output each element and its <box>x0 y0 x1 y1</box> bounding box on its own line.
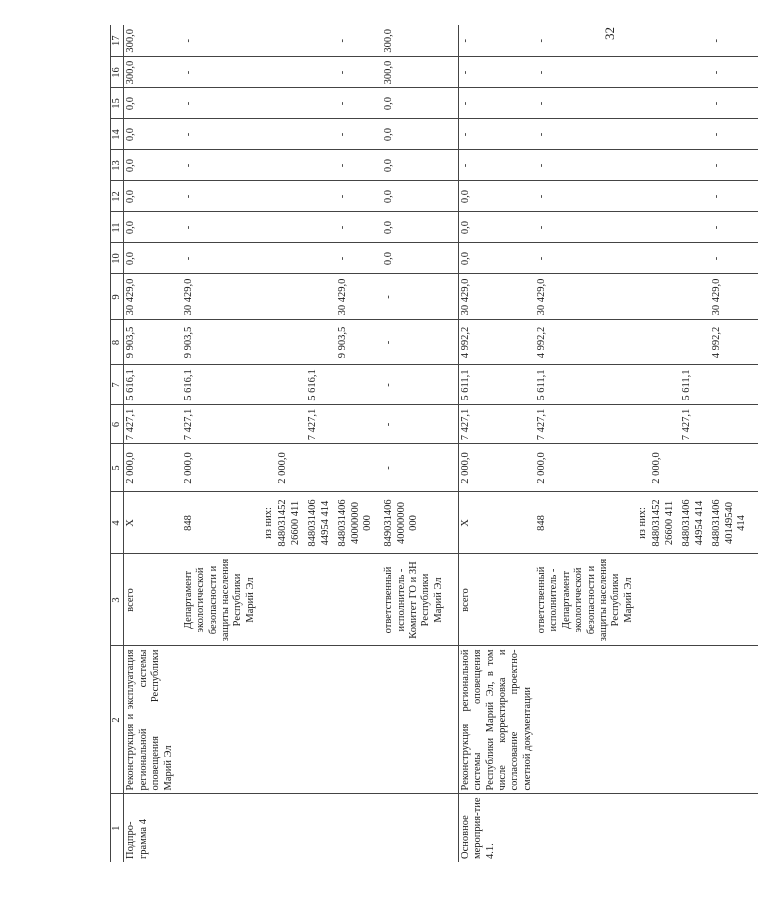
cell-col-4: 848031406 40149540 414 <box>710 492 758 554</box>
cell-col-9: 30 429,0 <box>535 274 636 320</box>
col-header: 15 <box>111 88 124 119</box>
cell-col-15: - <box>336 88 382 119</box>
cell-col-4: 848031406 40000000 000 <box>336 492 382 554</box>
cell-col-17 <box>262 25 276 57</box>
cell-col-1 <box>710 794 758 862</box>
cell-col-15: 0,0 <box>382 88 458 119</box>
cell-col-8: 4 992,2 <box>710 320 758 365</box>
row-measure-department <box>535 25 636 862</box>
row-measure-code-b <box>680 25 710 862</box>
row-subprogram-total <box>124 25 182 862</box>
cell-col-12: - <box>336 181 382 212</box>
cell-col-4: из них: <box>262 492 276 554</box>
cell-col-16 <box>306 57 336 88</box>
cell-col-17: - <box>336 25 382 57</box>
col-header: 10 <box>111 243 124 274</box>
col-header: 1 <box>111 794 124 862</box>
cell-col-17 <box>680 25 710 57</box>
cell-col-2 <box>276 646 306 794</box>
cell-col-11: 0,0 <box>458 212 535 243</box>
cell-col-13: - <box>458 150 535 181</box>
cell-col-11 <box>262 212 276 243</box>
cell-col-17: - <box>710 25 758 57</box>
cell-col-11: - <box>336 212 382 243</box>
cell-col-1 <box>650 794 680 862</box>
cell-col-6 <box>636 405 650 444</box>
cell-col-5 <box>636 444 650 492</box>
cell-col-1 <box>382 794 458 862</box>
cell-col-6: 7 427,1 <box>458 405 535 444</box>
cell-col-10: - <box>182 243 262 274</box>
cell-col-9 <box>636 274 650 320</box>
cell-col-12 <box>636 181 650 212</box>
cell-col-2 <box>636 646 650 794</box>
col-header: 2 <box>111 646 124 794</box>
cell-col-17 <box>276 25 306 57</box>
row-subprogram-department <box>182 25 262 862</box>
cell-col-13 <box>306 150 336 181</box>
cell-col-10: - <box>535 243 636 274</box>
cell-col-7: 5 611,1 <box>680 365 710 405</box>
cell-col-14: - <box>182 119 262 150</box>
cell-col-1 <box>182 794 262 862</box>
cell-col-1 <box>306 794 336 862</box>
row-subprogram-of-which <box>262 25 276 862</box>
cell-col-13 <box>262 150 276 181</box>
row-measure-code-c <box>710 25 758 862</box>
cell-col-16: 300,0 <box>382 57 458 88</box>
cell-col-3 <box>710 554 758 646</box>
cell-col-14: - <box>336 119 382 150</box>
cell-col-17 <box>636 25 650 57</box>
cell-col-9 <box>680 274 710 320</box>
cell-col-9 <box>276 274 306 320</box>
cell-col-3 <box>336 554 382 646</box>
cell-col-9 <box>306 274 336 320</box>
cell-col-14: 0,0 <box>382 119 458 150</box>
cell-col-15 <box>650 88 680 119</box>
cell-col-3 <box>636 554 650 646</box>
cell-col-11: - <box>535 212 636 243</box>
cell-col-17: 300,0 <box>124 25 182 57</box>
cell-col-11 <box>636 212 650 243</box>
cell-col-9: 30 429,0 <box>182 274 262 320</box>
cell-col-10: 0,0 <box>124 243 182 274</box>
cell-col-5: 2 000,0 <box>458 444 535 492</box>
cell-col-14 <box>306 119 336 150</box>
cell-col-15 <box>306 88 336 119</box>
cell-col-3 <box>650 554 680 646</box>
row-subprogram-code-b <box>306 25 336 862</box>
cell-col-4: Х <box>458 492 535 554</box>
cell-col-6: - <box>382 405 458 444</box>
cell-col-13 <box>680 150 710 181</box>
cell-col-3 <box>680 554 710 646</box>
cell-col-7: - <box>382 365 458 405</box>
cell-col-3 <box>306 554 336 646</box>
cell-col-6: 7 427,1 <box>680 405 710 444</box>
cell-col-1 <box>680 794 710 862</box>
cell-col-11 <box>276 212 306 243</box>
cell-col-5: 2 000,0 <box>124 444 182 492</box>
cell-col-2 <box>336 646 382 794</box>
cell-col-9: 30 429,0 <box>124 274 182 320</box>
row-subprogram-code-a <box>276 25 306 862</box>
cell-col-13: - <box>336 150 382 181</box>
cell-col-1 <box>262 794 276 862</box>
col-header: 5 <box>111 444 124 492</box>
cell-col-8: 9 903,5 <box>336 320 382 365</box>
cell-col-2 <box>650 646 680 794</box>
cell-col-2 <box>262 646 276 794</box>
cell-col-8 <box>680 320 710 365</box>
table-body <box>124 25 758 862</box>
cell-col-11 <box>680 212 710 243</box>
cell-col-15: - <box>458 88 535 119</box>
cell-col-14: - <box>710 119 758 150</box>
cell-col-16: - <box>336 57 382 88</box>
cell-col-12: - <box>710 181 758 212</box>
cell-col-1 <box>535 794 636 862</box>
cell-col-12 <box>680 181 710 212</box>
cell-col-5: 2 000,0 <box>535 444 636 492</box>
cell-col-12 <box>650 181 680 212</box>
cell-col-16: - <box>535 57 636 88</box>
cell-col-7: 5 616,1 <box>306 365 336 405</box>
cell-col-4: 848031406 44954 414 <box>306 492 336 554</box>
cell-col-8: - <box>382 320 458 365</box>
cell-col-10 <box>680 243 710 274</box>
row-measure-of-which <box>636 25 650 862</box>
cell-col-7: 5 611,1 <box>458 365 535 405</box>
cell-col-2 <box>680 646 710 794</box>
row-subprogram-code-c <box>336 25 382 862</box>
cell-col-10 <box>650 243 680 274</box>
cell-col-16 <box>262 57 276 88</box>
cell-col-10 <box>262 243 276 274</box>
cell-col-4: 848031452 26600 411 <box>650 492 680 554</box>
cell-col-8 <box>650 320 680 365</box>
cell-col-14 <box>262 119 276 150</box>
cell-col-3: ответственный исполнитель - Комитет ГО и ЗН Республики Марий Эл <box>382 554 458 646</box>
cell-col-10 <box>636 243 650 274</box>
cell-col-5: 2 000,0 <box>650 444 680 492</box>
cell-col-14 <box>650 119 680 150</box>
cell-col-17: 300,0 <box>382 25 458 57</box>
cell-col-12 <box>276 181 306 212</box>
cell-col-14: 0,0 <box>124 119 182 150</box>
cell-col-4: 848031406 44954 414 <box>680 492 710 554</box>
budget-table <box>110 25 758 862</box>
cell-col-9 <box>650 274 680 320</box>
cell-col-16: - <box>182 57 262 88</box>
cell-col-8 <box>636 320 650 365</box>
row-measure-total <box>458 25 535 862</box>
cell-col-15: - <box>535 88 636 119</box>
cell-col-10: - <box>710 243 758 274</box>
cell-col-12: 0,0 <box>458 181 535 212</box>
col-header: 6 <box>111 405 124 444</box>
cell-col-3: Департамент экологической безопасности и защиты населения Республики Марий Эл <box>182 554 262 646</box>
cell-col-3: всего <box>458 554 535 646</box>
cell-col-9: 30 429,0 <box>336 274 382 320</box>
col-header: 17 <box>111 25 124 57</box>
cell-col-2: Реконструкция и эксплуатация региональной системы оповещения Республики Марий Эл <box>124 646 182 794</box>
column-number-row <box>111 25 124 862</box>
col-header: 4 <box>111 492 124 554</box>
cell-col-8: 4 992,2 <box>458 320 535 365</box>
cell-col-12 <box>262 181 276 212</box>
cell-col-15 <box>636 88 650 119</box>
cell-col-16 <box>636 57 650 88</box>
row-measure-code-a <box>650 25 680 862</box>
cell-col-7: 5 616,1 <box>182 365 262 405</box>
cell-col-14 <box>680 119 710 150</box>
cell-col-14: - <box>458 119 535 150</box>
cell-col-15: - <box>710 88 758 119</box>
cell-col-14 <box>636 119 650 150</box>
cell-col-12: - <box>535 181 636 212</box>
cell-col-5: 2 000,0 <box>182 444 262 492</box>
col-header: 11 <box>111 212 124 243</box>
cell-col-8: 4 992,2 <box>535 320 636 365</box>
cell-col-9: 30 429,0 <box>710 274 758 320</box>
cell-col-11: - <box>182 212 262 243</box>
cell-col-5 <box>262 444 276 492</box>
col-header: 8 <box>111 320 124 365</box>
cell-col-10: 0,0 <box>382 243 458 274</box>
cell-col-1: Основное мероприя-тие 4.1. <box>458 794 535 862</box>
cell-col-7: 5 616,1 <box>124 365 182 405</box>
cell-col-8 <box>276 320 306 365</box>
cell-col-15 <box>680 88 710 119</box>
col-header: 3 <box>111 554 124 646</box>
cell-col-13: - <box>182 150 262 181</box>
cell-col-6 <box>276 405 306 444</box>
cell-col-6: 7 427,1 <box>535 405 636 444</box>
col-header: 9 <box>111 274 124 320</box>
cell-col-3: ответственный исполнитель - Департамент экологической безопасности и защиты населения Республики Марий Эл <box>535 554 636 646</box>
cell-col-13: 0,0 <box>382 150 458 181</box>
col-header: 14 <box>111 119 124 150</box>
cell-col-4: Х <box>124 492 182 554</box>
cell-col-16: - <box>710 57 758 88</box>
cell-col-13: - <box>535 150 636 181</box>
cell-col-15: 0,0 <box>124 88 182 119</box>
cell-col-1 <box>276 794 306 862</box>
cell-col-16: - <box>458 57 535 88</box>
cell-col-8: 9 903,5 <box>182 320 262 365</box>
cell-col-9 <box>262 274 276 320</box>
cell-col-13 <box>276 150 306 181</box>
cell-col-1: Подпро-грамма 4 <box>125 819 149 859</box>
cell-col-17: - <box>458 25 535 57</box>
cell-col-7 <box>710 365 758 405</box>
cell-col-2: Реконструкция региональной системы оповещения Республики Марий Эл, в том числе корректировка и согласование проектно-сметной документации <box>458 646 535 794</box>
cell-col-16 <box>680 57 710 88</box>
cell-col-11: 0,0 <box>124 212 182 243</box>
cell-col-17: - <box>535 25 636 57</box>
cell-col-3: всего <box>124 554 182 646</box>
cell-col-3 <box>276 554 306 646</box>
cell-col-7 <box>336 365 382 405</box>
cell-col-2 <box>306 646 336 794</box>
cell-col-9: 30 429,0 <box>458 274 535 320</box>
cell-col-4: 848 <box>535 492 636 554</box>
col-header: 13 <box>111 150 124 181</box>
cell-col-2 <box>710 646 758 794</box>
cell-col-7 <box>262 365 276 405</box>
cell-col-10: - <box>336 243 382 274</box>
cell-col-14: - <box>535 119 636 150</box>
cell-col-9: - <box>382 274 458 320</box>
row-subprogram-committee <box>382 25 458 862</box>
cell-col-10 <box>276 243 306 274</box>
cell-col-15 <box>276 88 306 119</box>
col-header: 16 <box>111 57 124 88</box>
cell-col-5: - <box>382 444 458 492</box>
cell-col-5 <box>336 444 382 492</box>
cell-col-3 <box>262 554 276 646</box>
cell-col-17 <box>650 25 680 57</box>
cell-col-11 <box>306 212 336 243</box>
cell-col-16: 300,0 <box>124 57 182 88</box>
cell-col-5: 2 000,0 <box>276 444 306 492</box>
cell-col-2 <box>182 646 262 794</box>
cell-col-1 <box>336 794 382 862</box>
cell-col-4: 848031452 26600 411 <box>276 492 306 554</box>
cell-col-13 <box>650 150 680 181</box>
cell-col-6 <box>262 405 276 444</box>
cell-col-5 <box>710 444 758 492</box>
col-header: 12 <box>111 181 124 212</box>
cell-col-8 <box>262 320 276 365</box>
cell-col-12: 0,0 <box>124 181 182 212</box>
cell-col-7 <box>276 365 306 405</box>
cell-col-15 <box>262 88 276 119</box>
cell-col-14 <box>276 119 306 150</box>
page-number: 32 <box>602 27 617 40</box>
cell-col-15: - <box>182 88 262 119</box>
cell-col-6: 7 427,1 <box>182 405 262 444</box>
cell-col-12 <box>306 181 336 212</box>
cell-col-6: 7 427,1 <box>124 405 182 444</box>
cell-col-4: из них: <box>636 492 650 554</box>
cell-col-16 <box>276 57 306 88</box>
cell-col-16 <box>650 57 680 88</box>
cell-col-2 <box>535 646 636 794</box>
cell-col-5 <box>680 444 710 492</box>
cell-col-6 <box>336 405 382 444</box>
cell-col-8: 9 903,5 <box>124 320 182 365</box>
cell-col-7: 5 611,1 <box>535 365 636 405</box>
cell-col-17 <box>306 25 336 57</box>
cell-col-8 <box>306 320 336 365</box>
cell-col-6 <box>710 405 758 444</box>
cell-col-6 <box>650 405 680 444</box>
cell-col-12: - <box>182 181 262 212</box>
cell-col-4: 849031406 40000000 000 <box>382 492 458 554</box>
cell-col-13 <box>636 150 650 181</box>
cell-col-11: - <box>710 212 758 243</box>
cell-col-11: 0,0 <box>382 212 458 243</box>
cell-col-5 <box>306 444 336 492</box>
cell-col-2 <box>382 646 458 794</box>
cell-col-13: 0,0 <box>124 150 182 181</box>
cell-col-1 <box>636 794 650 862</box>
cell-col-11 <box>650 212 680 243</box>
cell-col-4: 848 <box>182 492 262 554</box>
col-header: 7 <box>111 365 124 405</box>
cell-col-7 <box>636 365 650 405</box>
cell-col-7 <box>650 365 680 405</box>
cell-col-13: - <box>710 150 758 181</box>
cell-col-6: 7 427,1 <box>306 405 336 444</box>
cell-col-10: 0,0 <box>458 243 535 274</box>
cell-col-17: - <box>182 25 262 57</box>
cell-col-10 <box>306 243 336 274</box>
cell-col-12: 0,0 <box>382 181 458 212</box>
